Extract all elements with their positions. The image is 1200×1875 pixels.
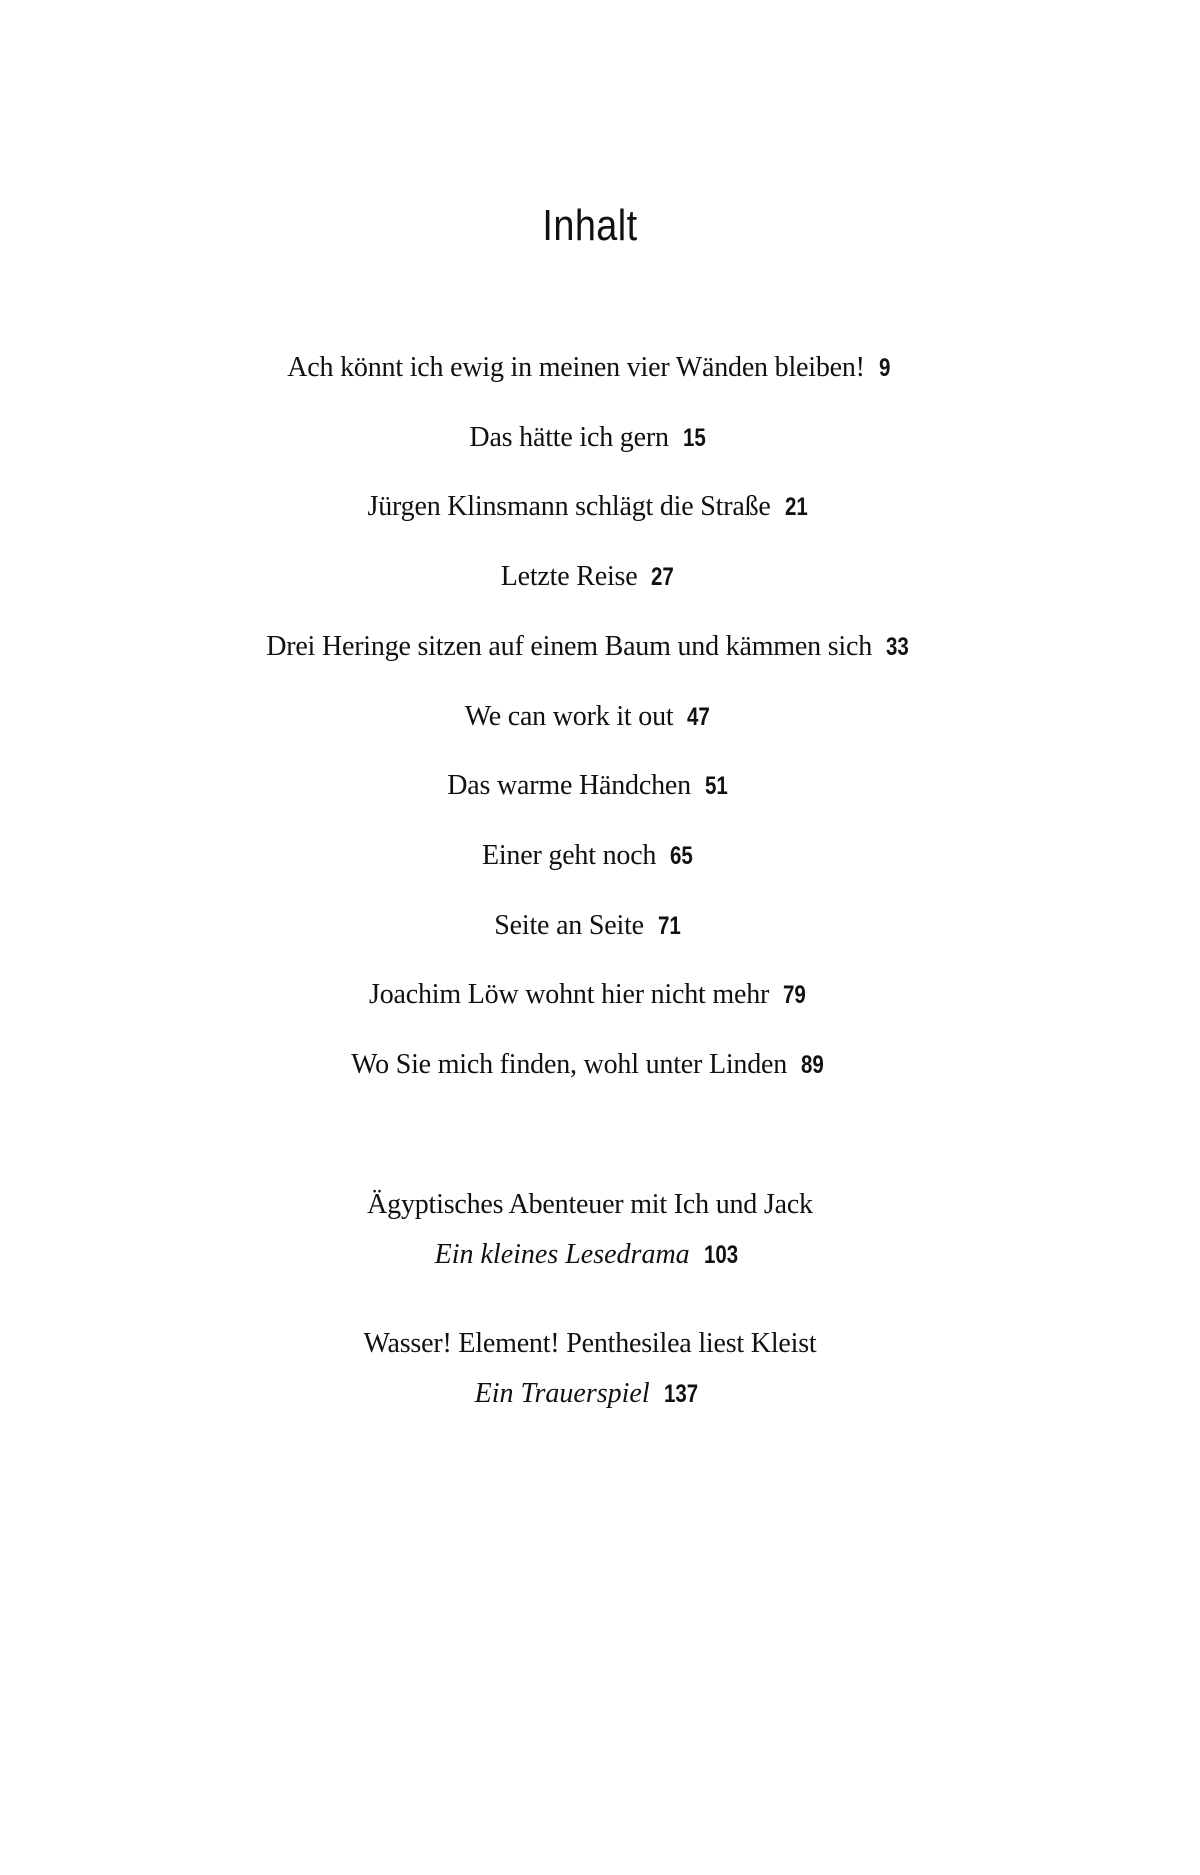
toc-entry [0,697,1180,737]
toc-entry-title: Letzte Reise [500,561,638,592]
toc-play-title-text: Wasser! Element! Penthesilea liest Kleist [363,1328,817,1359]
toc-entry-page-number: 89 [801,1051,824,1079]
toc-entry [0,906,1180,946]
toc-entry-page-number: 27 [651,563,675,591]
toc-entry [0,557,1180,597]
toc-entry-page-number: 9 [878,354,891,382]
toc-entry-page-number: 65 [670,842,694,870]
toc-entry [0,348,1180,388]
toc-entry-title: Drei Heringe sitzen auf einem Baum und kämmen sich [266,631,872,662]
toc-entry-title: Das hätte ich gern [469,422,669,453]
toc-entry-page-number: 21 [784,493,808,521]
toc-play-title [0,1185,1180,1225]
page-title: Inhalt [542,201,638,250]
toc-entry-page-number: 47 [687,703,711,731]
toc-entry-page-number: 137 [663,1380,698,1408]
toc-play-subtitle-text: Ein kleines Lesedrama [434,1239,690,1270]
toc-play-subtitle [0,1374,1180,1414]
toc-entry-page-number: 33 [886,633,909,661]
toc-entry-page-number: 103 [703,1241,738,1269]
toc-entry-title: Das warme Händchen [447,770,691,801]
toc-play-subtitle [0,1235,1180,1275]
toc-entry-title: We can work it out [464,701,674,732]
toc-entry [0,1045,1180,1085]
toc-entry [0,627,1180,667]
toc-entry-page-number: 71 [657,912,681,940]
toc-play-subtitle-text: Ein Trauerspiel [474,1378,650,1409]
toc-entry-title: Ach könnt ich ewig in meinen vier Wänden bleiben! [287,352,865,383]
toc-entry [0,975,1180,1015]
toc-entry-page-number: 79 [783,981,806,1009]
toc-entry-title: Jürgen Klinsmann schlägt die Straße [367,491,771,522]
toc-entry [0,836,1180,876]
toc-entry-page-number: 15 [682,424,706,452]
toc-play-title [0,1324,1180,1364]
toc-play-title-text: Ägyptisches Abenteuer mit Ich und Jack [367,1189,813,1220]
toc-entry-title: Wo Sie mich finden, wohl unter Linden [351,1049,788,1080]
toc-entry-page-number: 51 [704,772,728,800]
toc-entry-title: Einer geht noch [481,840,657,871]
toc-entry [0,418,1180,458]
toc-entry-title: Seite an Seite [494,910,644,941]
toc-entry-title: Joachim Löw wohnt hier nicht mehr [369,979,770,1010]
toc-entry [0,766,1180,806]
toc-entry [0,487,1180,527]
